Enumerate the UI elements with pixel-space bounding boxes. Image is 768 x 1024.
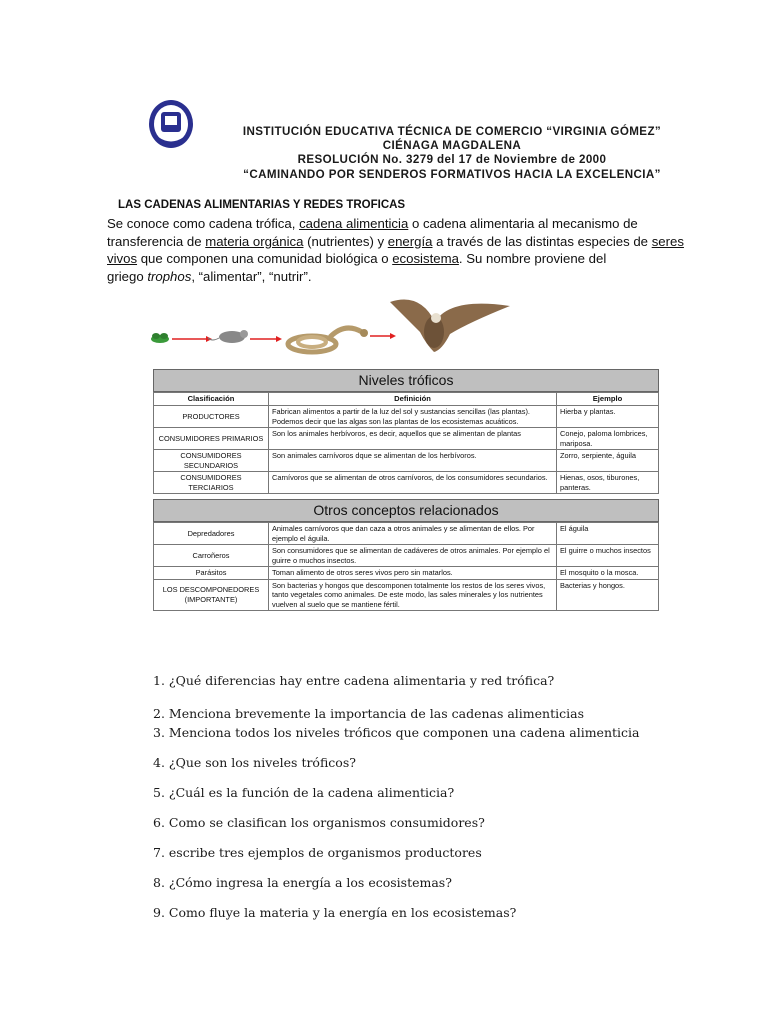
link-energia[interactable]: energía	[387, 233, 433, 249]
intro-italic: trophos	[147, 268, 192, 284]
table-cell: El águila	[557, 523, 659, 545]
intro-text: Se conoce como cadena trófica,	[107, 216, 300, 231]
niveles-table	[153, 392, 659, 494]
link-vivos[interactable]: vivos	[107, 251, 138, 266]
column-header: Ejemplo	[557, 393, 659, 406]
table-row	[154, 545, 659, 567]
table-row	[154, 567, 659, 580]
otros-table	[153, 522, 659, 611]
snake-icon	[288, 328, 368, 352]
table-cell: El mosquito o la mosca.	[557, 567, 659, 580]
table-cell: Fabrican alimentos a partir de la luz del sol y sustancias sencillas (las plantas). Podemos decir que las algas son las plantas de los ecosistemas acuáticos.	[269, 406, 557, 428]
intro-text: transferencia de	[107, 233, 206, 249]
table-cell: Son bacterias y hongos que descomponen totalmente los restos de los seres vivos, tanto vegetales como animales. De este modo, las sales minerales y los nutrientes vuelven al suelo que se mantiene fértil.	[269, 579, 557, 611]
table-cell: Carroñeros	[154, 545, 269, 567]
arrow-icon	[370, 333, 396, 339]
institution-name: INSTITUCIÓN EDUCATIVA TÉCNICA DE COMERCIO “VIRGINIA GÓMEZ”	[242, 125, 662, 138]
table-cell: Animales carnívoros que dan caza a otros animales y se alimentan de ellos. Por ejemplo el águila.	[269, 523, 557, 545]
question-item: 9. Como fluye la materia y la energía en los ecosistemas?	[153, 905, 517, 920]
mouse-icon	[208, 330, 248, 343]
intro-text: . Su nombre proviene del	[458, 251, 607, 266]
intro-text: que componen una comunidad biológica o	[137, 251, 393, 266]
table-cell: Bacterias y hongos.	[557, 579, 659, 611]
table-cell: Zorro, serpiente, águila	[557, 450, 659, 472]
table-cell: CONSUMIDORES TERCIARIOS	[154, 472, 269, 494]
table-cell: CONSUMIDORES SECUNDARIOS	[154, 450, 269, 472]
motto-text: “CAMINANDO POR SENDEROS FORMATIVOS HACIA LA EXCELENCIA”	[243, 167, 661, 181]
arrow-icon	[250, 336, 282, 342]
intro-text: griego	[107, 268, 148, 284]
arrow-icon	[172, 336, 212, 342]
question-item: 5. ¿Cuál es la función de la cadena alimenticia?	[153, 785, 455, 800]
table-cell: Carnívoros que se alimentan de otros carnívoros, de los consumidores secundarios.	[269, 472, 557, 494]
link-cadena-alimenticia[interactable]: cadena alimenticia	[299, 216, 409, 231]
intro-text: o cadena alimentaria al mecanismo de	[408, 216, 638, 231]
niveles-table-title: Niveles tróficos	[153, 369, 659, 392]
trophic-tables	[153, 369, 659, 611]
intro-text: a través de las distintas especies de	[432, 233, 652, 249]
question-item: 8. ¿Cómo ingresa la energía a los ecosistemas?	[153, 875, 452, 890]
table-row	[154, 472, 659, 494]
question-item: 4. ¿Que son los niveles tróficos?	[153, 755, 356, 770]
plant-icon	[151, 333, 169, 343]
table-row	[154, 523, 659, 545]
table-cell: Hienas, osos, tiburones, panteras.	[557, 472, 659, 494]
table-row	[154, 406, 659, 428]
header-text	[207, 125, 697, 182]
table-cell: Toman alimento de otros seres vivos pero sin matarlos.	[269, 567, 557, 580]
city-name: CIÉNAGA MAGDALENA	[382, 139, 522, 153]
table-cell: Son los animales herbívoros, es decir, aquellos que se alimentan de plantas	[269, 428, 557, 450]
link-seres[interactable]: seres	[651, 233, 684, 249]
column-header: Clasificación	[154, 393, 269, 406]
eagle-icon	[390, 300, 510, 353]
question-item: 7. escribe tres ejemplos de organismos productores	[153, 845, 482, 860]
table-cell: CONSUMIDORES PRIMARIOS	[154, 428, 269, 450]
link-materia-organica[interactable]: materia orgánica	[205, 233, 304, 249]
question-item: 1. ¿Qué diferencias hay entre cadena alimentaria y red trófica?	[153, 673, 555, 688]
link-ecosistema[interactable]: ecosistema	[392, 251, 459, 266]
table-row	[154, 428, 659, 450]
column-header: Definición	[269, 393, 557, 406]
table-cell: Depredadores	[154, 523, 269, 545]
table-row	[154, 450, 659, 472]
otros-table-title: Otros conceptos relacionados	[153, 499, 659, 522]
intro-paragraph	[107, 215, 684, 285]
table-cell: PRODUCTORES	[154, 406, 269, 428]
table-cell: Hierba y plantas.	[557, 406, 659, 428]
intro-text: (nutrientes) y	[303, 233, 388, 249]
table-cell: Parásitos	[154, 567, 269, 580]
school-crest-icon	[147, 98, 195, 150]
table-cell: Son consumidores que se alimentan de cadáveres de otros animales. Por ejemplo el guirre o muchos insectos.	[269, 545, 557, 567]
table-cell: El guirre o muchos insectos	[557, 545, 659, 567]
document-title: LAS CADENAS ALIMENTARIAS Y REDES TROFICAS	[118, 199, 406, 211]
table-row	[154, 579, 659, 611]
table-cell: Conejo, paloma lombrices, mariposa.	[557, 428, 659, 450]
question-item: 3. Menciona todos los niveles tróficos que componen una cadena alimenticia	[153, 725, 640, 740]
table-cell: LOS DESCOMPONEDORES (IMPORTANTE)	[154, 579, 269, 611]
resolution-text: RESOLUCIÓN No. 3279 del 17 de Noviembre de 2000	[297, 153, 607, 167]
intro-text: , “alimentar”, “nutrir”.	[191, 268, 312, 284]
school-header	[107, 92, 697, 184]
question-item: 2. Menciona brevemente la importancia de las cadenas alimenticias	[153, 706, 584, 721]
question-item: 6. Como se clasifican los organismos consumidores?	[153, 815, 485, 830]
food-chain-illustration	[150, 292, 680, 362]
table-cell: Son animales carnívoros dque se alimentan de los herbívoros.	[269, 450, 557, 472]
